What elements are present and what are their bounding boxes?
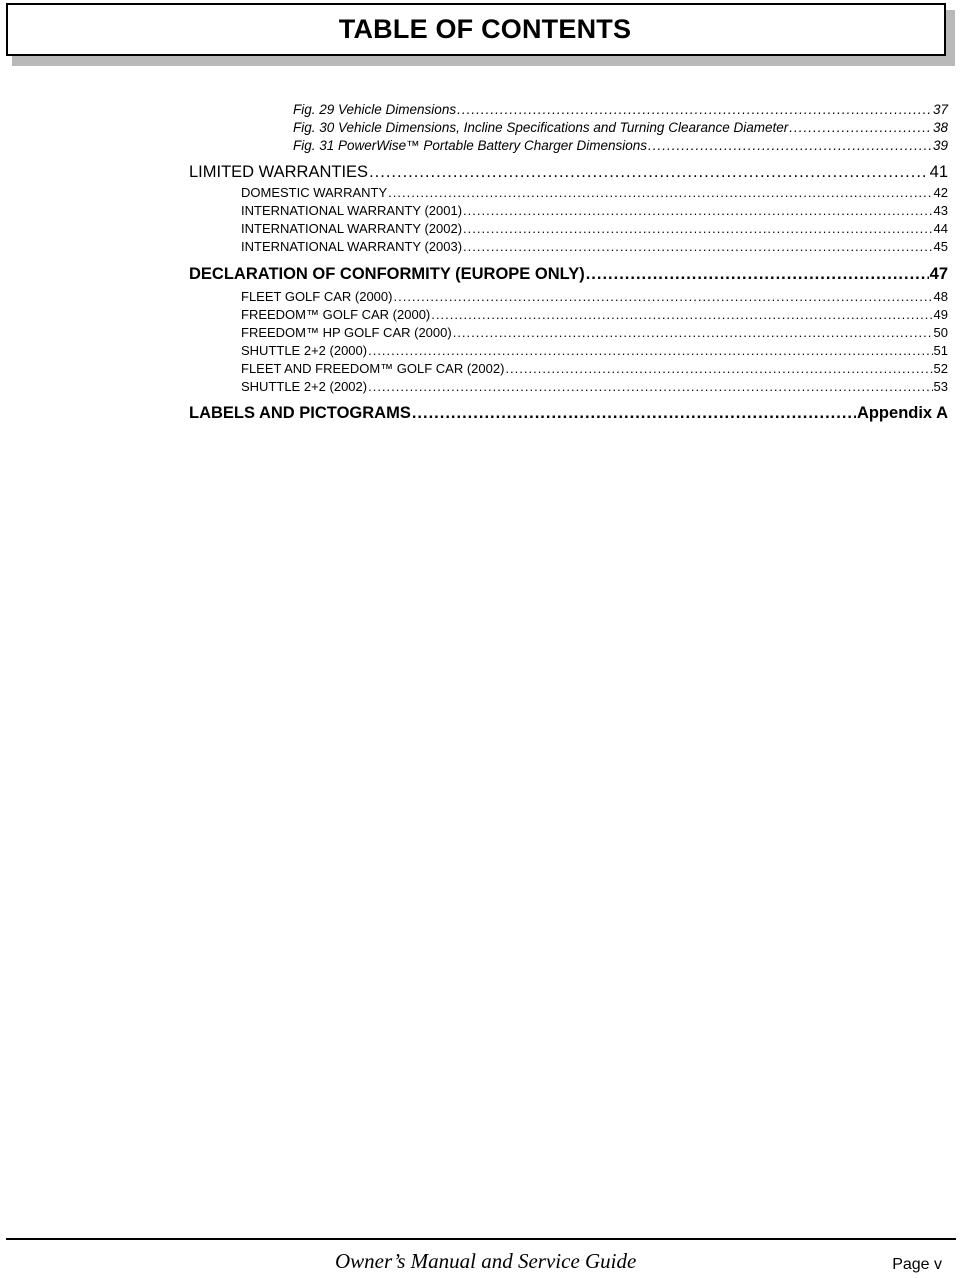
toc-entry-label: Fig. 31 PowerWise™ Portable Battery Charger Dimensions bbox=[293, 138, 648, 153]
toc-section-page: 47 bbox=[929, 265, 948, 283]
toc-entry-shuttle-2000[interactable] bbox=[241, 343, 948, 358]
toc-entry-page: 45 bbox=[933, 239, 948, 254]
dot-leader bbox=[369, 163, 929, 182]
toc-entry-freedom-hp-golf-car-2000[interactable] bbox=[241, 325, 948, 340]
dot-leader bbox=[393, 289, 932, 304]
toc-entry-fleet-golf-car-2000[interactable] bbox=[241, 289, 948, 304]
toc-section-limited-warranties[interactable] bbox=[189, 163, 948, 182]
footer-divider bbox=[6, 1238, 956, 1240]
dot-leader bbox=[368, 343, 932, 358]
toc-entry-page: 43 bbox=[933, 203, 948, 218]
dot-leader bbox=[368, 379, 932, 394]
toc-entry-label: FLEET GOLF CAR (2000) bbox=[241, 289, 393, 304]
toc-entry-freedom-golf-car-2000[interactable] bbox=[241, 307, 948, 322]
dot-leader bbox=[789, 120, 932, 135]
dot-leader bbox=[431, 307, 932, 322]
toc-entry-label: INTERNATIONAL WARRANTY (2002) bbox=[241, 221, 463, 236]
dot-leader bbox=[463, 239, 932, 254]
toc-entry-fig-31[interactable] bbox=[293, 138, 948, 153]
toc-section-declaration-of-conformity[interactable] bbox=[189, 265, 948, 284]
dot-leader bbox=[505, 361, 932, 376]
toc-entry-page: 50 bbox=[933, 325, 948, 340]
dot-leader bbox=[412, 404, 856, 423]
toc-section-label: LABELS AND PICTOGRAMS bbox=[189, 404, 411, 422]
toc-entry-page: 52 bbox=[933, 361, 948, 376]
toc-entry-shuttle-2002[interactable] bbox=[241, 379, 948, 394]
toc-entry-label: INTERNATIONAL WARRANTY (2003) bbox=[241, 239, 463, 254]
toc-entry-page: 39 bbox=[932, 138, 948, 153]
toc-entry-label: FREEDOM™ GOLF CAR (2000) bbox=[241, 307, 431, 322]
toc-entry-fleet-freedom-2002[interactable] bbox=[241, 361, 948, 376]
toc-entry-label: INTERNATIONAL WARRANTY (2001) bbox=[241, 203, 463, 218]
toc-section-labels-and-pictograms[interactable] bbox=[189, 404, 948, 423]
toc-entry-label: SHUTTLE 2+2 (2002) bbox=[241, 379, 368, 394]
footer-manual-title: Owner’s Manual and Service Guide bbox=[335, 1249, 637, 1273]
dot-leader bbox=[453, 325, 933, 340]
toc-entry-page: 42 bbox=[933, 185, 948, 200]
toc-entry-fig-30[interactable] bbox=[293, 120, 948, 135]
toc-entry-intl-warranty-2003[interactable] bbox=[241, 239, 948, 254]
toc-entry-page: 49 bbox=[933, 307, 948, 322]
dot-leader bbox=[463, 221, 932, 236]
toc-entry-label: SHUTTLE 2+2 (2000) bbox=[241, 343, 368, 358]
dot-leader bbox=[648, 138, 932, 153]
toc-entry-page: 53 bbox=[933, 379, 948, 394]
toc-section-page: 41 bbox=[929, 163, 948, 181]
toc-entry-page: 48 bbox=[933, 289, 948, 304]
toc-entry-label: FREEDOM™ HP GOLF CAR (2000) bbox=[241, 325, 452, 340]
footer-page-number: Page v bbox=[892, 1256, 942, 1273]
toc-section-label: LIMITED WARRANTIES bbox=[189, 163, 369, 181]
toc-entry-domestic-warranty[interactable] bbox=[241, 185, 948, 200]
toc-section-label: DECLARATION OF CONFORMITY (EUROPE ONLY) bbox=[189, 265, 585, 283]
toc-entry-page: 44 bbox=[933, 221, 948, 236]
title-banner bbox=[6, 3, 946, 56]
toc-entry-label: DOMESTIC WARRANTY bbox=[241, 185, 388, 200]
dot-leader bbox=[388, 185, 932, 200]
toc-entry-page: 51 bbox=[933, 343, 948, 358]
toc-entry-label: Fig. 30 Vehicle Dimensions, Incline Specifications and Turning Clearance Diameter bbox=[293, 120, 789, 135]
page-title: TABLE OF CONTENTS bbox=[338, 14, 632, 44]
dot-leader bbox=[586, 265, 929, 284]
toc-entry-label: Fig. 29 Vehicle Dimensions bbox=[293, 102, 457, 117]
toc-section-page: Appendix A bbox=[856, 404, 948, 422]
toc-entry-page: 37 bbox=[932, 102, 948, 117]
toc-entry-intl-warranty-2001[interactable] bbox=[241, 203, 948, 218]
toc-entry-intl-warranty-2002[interactable] bbox=[241, 221, 948, 236]
toc-entry-label: FLEET AND FREEDOM™ GOLF CAR (2002) bbox=[241, 361, 505, 376]
toc-entry-page: 38 bbox=[932, 120, 948, 135]
toc-entry-fig-29[interactable] bbox=[293, 102, 948, 117]
dot-leader bbox=[463, 203, 932, 218]
dot-leader bbox=[457, 102, 932, 117]
